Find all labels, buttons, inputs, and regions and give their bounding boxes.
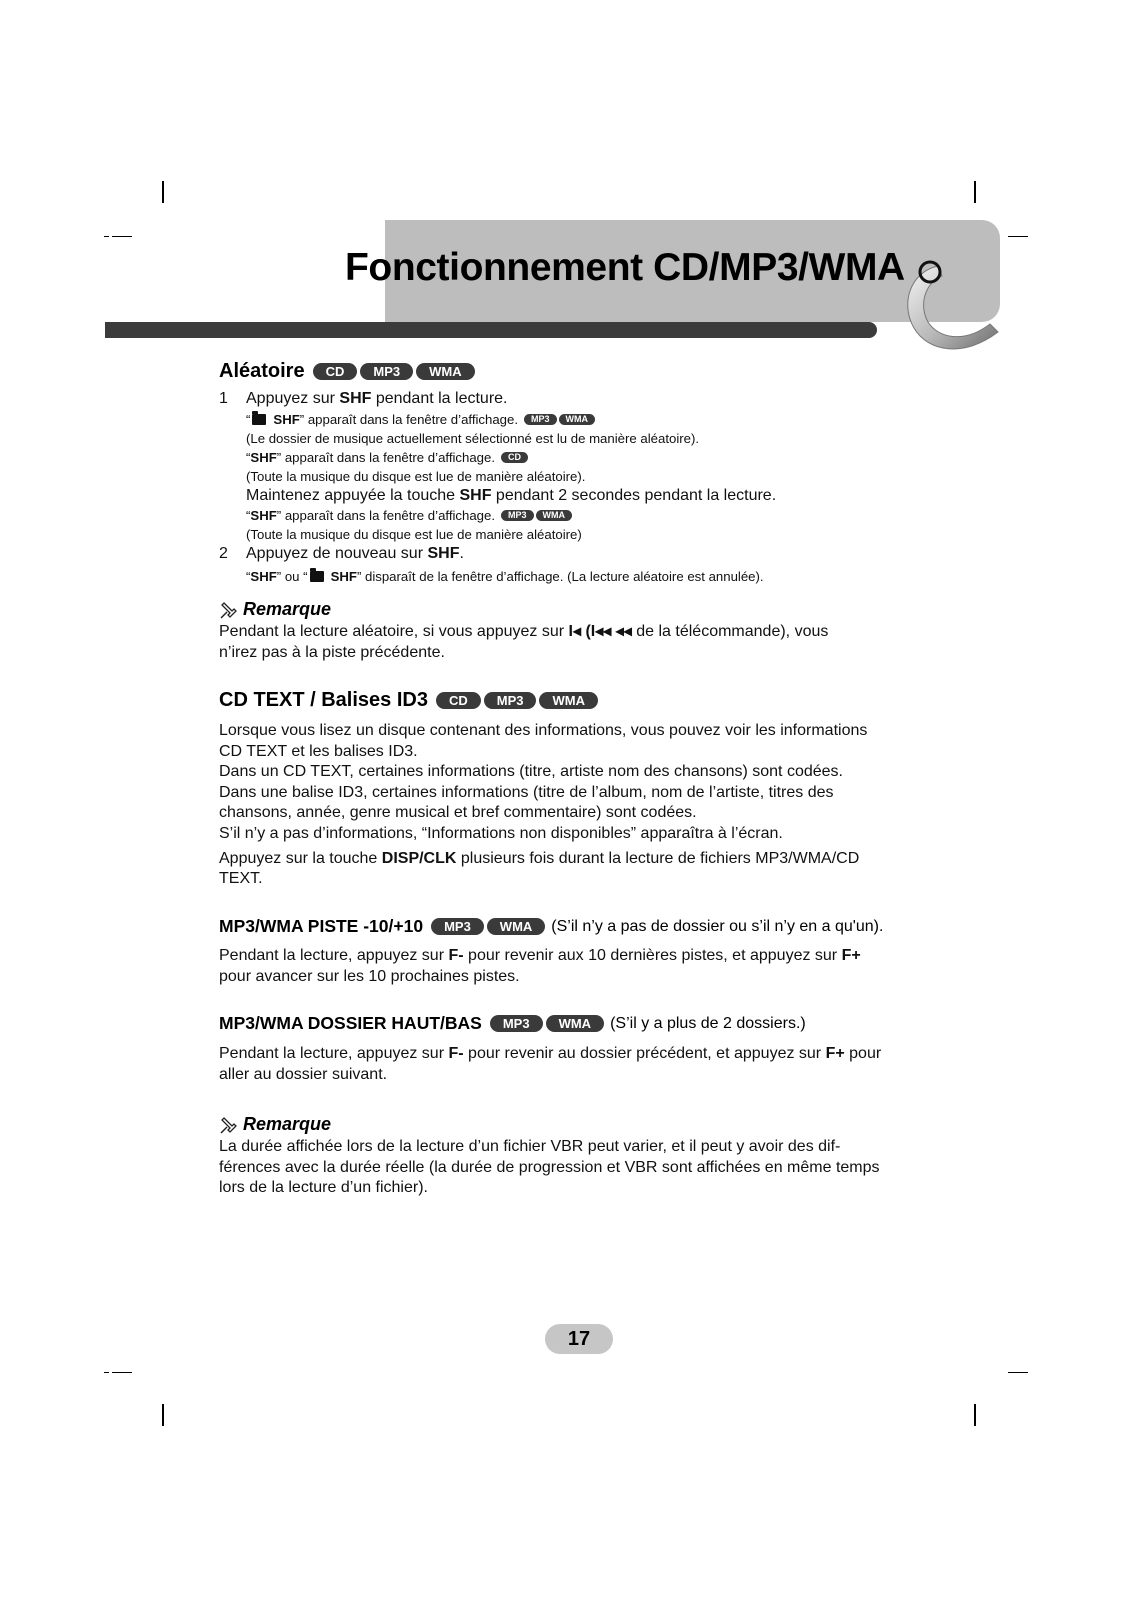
text: Appuyez sur la touche [219, 849, 382, 867]
remark-title: Remarque [243, 599, 332, 619]
piste-body [219, 946, 939, 987]
step-number: 2 [219, 545, 228, 563]
remark-block [219, 599, 939, 663]
paragraph-line: TEXT. [219, 870, 263, 888]
badge-mp3: MP3 [524, 414, 557, 425]
text: ” disparaît de la fenêtre d’affichage. (La lecture aléatoire est annulée). [356, 568, 764, 584]
paragraph-line: S’il n’y a pas d’informations, “Informations non disponibles” apparaîtra à l’écran. [219, 824, 783, 842]
badge-wma: WMA [487, 918, 546, 935]
badge-mp3: MP3 [360, 363, 413, 380]
badge-mp3: MP3 [501, 510, 534, 521]
section-title-text: MP3/WMA DOSSIER HAUT/BAS [219, 1013, 482, 1033]
key-label: F+ [841, 947, 861, 964]
note-line [219, 567, 939, 586]
crop-mark [974, 1404, 976, 1426]
crop-mark [1008, 236, 1028, 237]
text: “ [246, 568, 251, 584]
crop-mark [162, 1404, 164, 1426]
section-title-text: CD TEXT / Balises ID3 [219, 689, 428, 711]
remark-heading [219, 599, 939, 620]
text: Pendant la lecture, appuyez sur [219, 1045, 449, 1062]
crop-mark [104, 236, 109, 237]
key-label: SHF [250, 568, 277, 584]
paragraph-line [219, 849, 939, 870]
badge-mp3: MP3 [490, 1015, 543, 1032]
key-label: SHF [330, 568, 357, 584]
badge-wma: WMA [559, 414, 596, 425]
disc-c-icon [898, 252, 1008, 364]
format-badges [436, 692, 598, 709]
step-2 [219, 544, 939, 565]
paragraph-line: aller au dossier suivant. [219, 1065, 388, 1083]
text: plusieurs fois durant la lecture de fichiers MP3/WMA/CD [456, 849, 860, 867]
folder-icon [310, 571, 324, 582]
key-label: SHF [250, 449, 277, 465]
crop-mark [162, 181, 164, 203]
format-badges [501, 510, 572, 521]
badge-wma: WMA [539, 692, 598, 709]
crop-mark [112, 1372, 132, 1373]
page-number: 17 [545, 1324, 613, 1354]
text: pour revenir au dossier précédent, et appuyez sur [463, 1045, 826, 1062]
badge-cd: CD [313, 363, 358, 380]
text: “ [246, 508, 251, 524]
remark-text [219, 1137, 939, 1199]
key-label: F- [448, 947, 464, 964]
text: Appuyez sur [246, 390, 340, 407]
text: . [459, 545, 464, 563]
key-label: SHF [250, 508, 277, 524]
text: pour revenir aux 10 dernières pistes, et appuyez sur [463, 947, 842, 964]
text: ” apparaît dans la fenêtre d’affichage. [299, 411, 519, 427]
text: ” ou “ [276, 568, 308, 584]
crop-mark [1008, 1372, 1028, 1373]
hold-instruction [219, 486, 939, 507]
step-1 [219, 389, 939, 410]
badge-cd: CD [501, 452, 528, 463]
paragraph-line [219, 1044, 939, 1065]
remark-heading [219, 1114, 939, 1135]
paragraph-line: férences avec la durée réelle (la durée de progression et VBR sont affichées en même temps [219, 1158, 880, 1176]
paragraph-line: chansons, année, genre musical et bref commentaire) sont codées. [219, 804, 697, 822]
crop-mark [104, 1372, 109, 1373]
paragraph-line: La durée affichée lors de la lecture d’un fichier VBR peut varier, et il peut y avoir des dif- [219, 1138, 841, 1155]
key-label: SHF [427, 545, 460, 563]
note-line: (Toute la musique du disque est lue de manière aléatoire). [246, 468, 586, 484]
paragraph-line [219, 946, 939, 967]
remark-title: Remarque [243, 1114, 332, 1134]
text: n’irez pas à la piste précédente. [219, 643, 445, 661]
format-badges [501, 452, 528, 463]
text: Maintenez appuyée la touche [246, 486, 460, 504]
text: Pendant la lecture, appuyez sur [219, 947, 449, 964]
key-label: SHF [273, 411, 300, 427]
text: ” apparaît dans la fenêtre d’affichage. [276, 449, 496, 465]
cdtext-body [219, 721, 939, 890]
text: de la télécommande), vous [631, 623, 829, 640]
note-line [219, 506, 939, 525]
text: ” apparaît dans la fenêtre d’affichage. [276, 508, 496, 524]
badge-cd: CD [436, 692, 481, 709]
text: Pendant la lecture aléatoire, si vous appuyez sur [219, 623, 569, 640]
header-bar [105, 322, 877, 338]
dossier-body [219, 1044, 939, 1085]
text: Appuyez de nouveau sur [246, 545, 428, 563]
section-title-dossier [219, 1013, 939, 1034]
paragraph-line: Dans une balise ID3, certaines informations (titre de l’album, nom de l’artiste, titres des [219, 783, 834, 801]
section-title-piste [219, 916, 939, 937]
badge-wma: WMA [416, 363, 475, 380]
text: pour [844, 1045, 882, 1062]
paragraph-line: pour avancer sur les 10 prochaines pistes. [219, 967, 520, 985]
key-label: DISP/CLK [381, 849, 457, 867]
remark-text [219, 622, 939, 663]
key-label: SHF [339, 390, 372, 407]
badge-wma: WMA [536, 510, 573, 521]
key-label: SHF [459, 486, 492, 504]
note-line [219, 448, 939, 467]
text: pendant 2 secondes pendant la lecture. [491, 486, 777, 504]
paragraph-line: CD TEXT et les balises ID3. [219, 742, 418, 760]
folder-icon [252, 414, 266, 425]
pushpin-icon [219, 600, 239, 620]
format-badges [490, 1015, 604, 1032]
note-line [219, 410, 939, 429]
section-title-text: MP3/WMA PISTE -10/+10 [219, 916, 424, 936]
step-number: 1 [219, 390, 228, 407]
badge-mp3: MP3 [484, 692, 537, 709]
text: “ [246, 411, 251, 427]
section-condition: (S’il n’y a pas de dossier ou s’il n’y en a qu'un). [551, 917, 884, 935]
crop-mark [112, 236, 132, 237]
note-line: (Toute la musique du disque est lue de manière aléatoire) [246, 527, 582, 543]
format-badges [524, 414, 595, 425]
paragraph-line: Lorsque vous lisez un disque contenant des informations, vous pouvez voir les informations [219, 722, 868, 739]
paragraph-line: lors de la lecture d’un fichier). [219, 1179, 428, 1197]
aleatoire-body [219, 389, 939, 586]
key-label: F- [448, 1045, 464, 1062]
section-title-cdtext [219, 689, 939, 712]
format-badges [431, 918, 545, 935]
key-label: I◂ (I◂◂ ◂◂ [568, 623, 632, 640]
text: “ [246, 449, 251, 465]
crop-mark [974, 181, 976, 203]
text: pendant la lecture. [371, 390, 508, 407]
badge-wma: WMA [546, 1015, 605, 1032]
pushpin-icon [219, 1115, 239, 1135]
section-condition: (S’il y a plus de 2 dossiers.) [610, 1014, 806, 1032]
section-title-text: Aléatoire [219, 360, 305, 382]
badge-mp3: MP3 [431, 918, 484, 935]
section-title-aleatoire [219, 360, 939, 383]
format-badges [313, 363, 475, 380]
note-line: (Le dossier de musique actuellement sélectionné est lu de manière aléatoire). [246, 430, 700, 446]
paragraph-line: Dans un CD TEXT, certaines informations (titre, artiste nom des chansons) sont codées. [219, 763, 843, 781]
key-label: F+ [825, 1045, 845, 1062]
page-title: Fonctionnement CD/MP3/WMA [345, 246, 905, 289]
remark-block [219, 1114, 939, 1199]
